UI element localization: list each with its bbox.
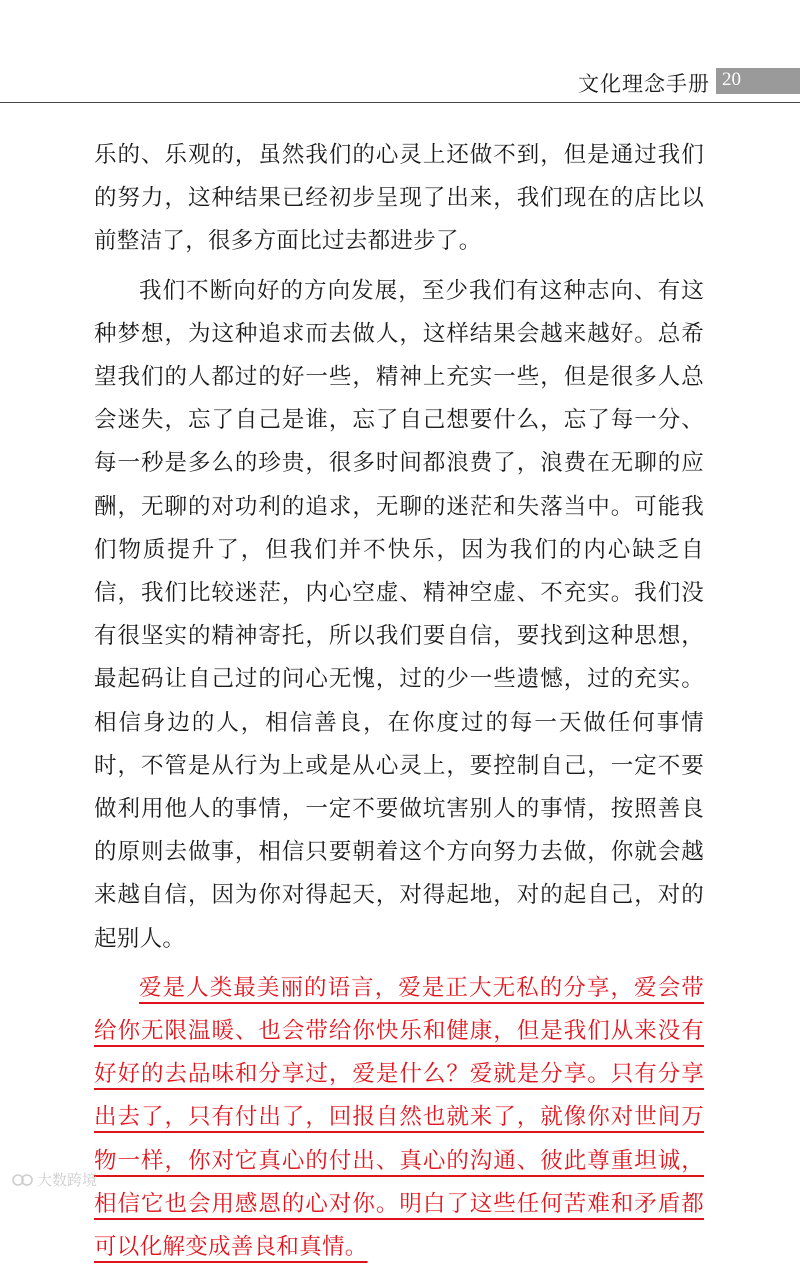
paragraph-highlighted: 爱是人类最美丽的语言，爱是正大无私的分享，爱会带给你无限温暖、也会带给你快乐和健康，但是我们从来没有好好的去品味和分享过，爱是什么？爱就是分享。只有分享出去了，只有付出了，回报自然也就来了，就像你对世间万物一样，你对它真心的付出、真心的沟通、彼此尊重坦诚，相信它也会用感恩的心对你。明白了这些任何苦难和矛盾都可以化解变成善良和真情。	[94, 974, 704, 1261]
page-number: 20	[722, 69, 741, 90]
watermark-text: 大数跨境	[37, 1171, 98, 1189]
header-rule	[0, 102, 800, 103]
paragraph-continuation: 乐的、乐观的，虽然我们的心灵上还做不到，但是通过我们的努力，这种结果已经初步呈现了出来，我们现在的店比以前整洁了，很多方面比过去都进步了。	[94, 142, 704, 255]
body-text	[94, 134, 704, 1269]
page-header	[0, 64, 800, 104]
watermark	[12, 1169, 97, 1190]
header-title: 文化理念手册	[578, 72, 710, 96]
paragraph-main: 我们不断向好的方向发展，至少我们有这种志向、有这种梦想，为这种追求而去做人，这样结果会越来越好。总希望我们的人都过的好一些，精神上充实一些，但是很多人总会迷失，忘了自己是谁，忘了自己想要什么，忘了每一分、每一秒是多么的珍贵，很多时间都浪费了，浪费在无聊的应酬，无聊的对功利的追求，无聊的迷茫和失落当中。可能我们物质提升了，但我们并不快乐，因为我们的内心缺乏自信，我们比较迷茫，内心空虚、精神空虚、不充实。我们没有很坚实的精神寄托，所以我们要自信，要找到这种思想，最起码让自己过的问心无愧，过的少一些遗憾，过的充实。相信身边的人，相信善良，在你度过的每一天做任何事情时，不管是从行为上或是从心灵上，要控制自己，一定不要做利用他人的事情，一定不要做坑害别人的事情，按照善良的原则去做事，相信只要朝着这个方向努力去做，你就会越来越自信，因为你对得起天，对得起地，对的起自己，对的起别人。	[94, 277, 704, 952]
watermark-logo-icon	[12, 1172, 34, 1188]
page-number-box	[716, 68, 800, 94]
